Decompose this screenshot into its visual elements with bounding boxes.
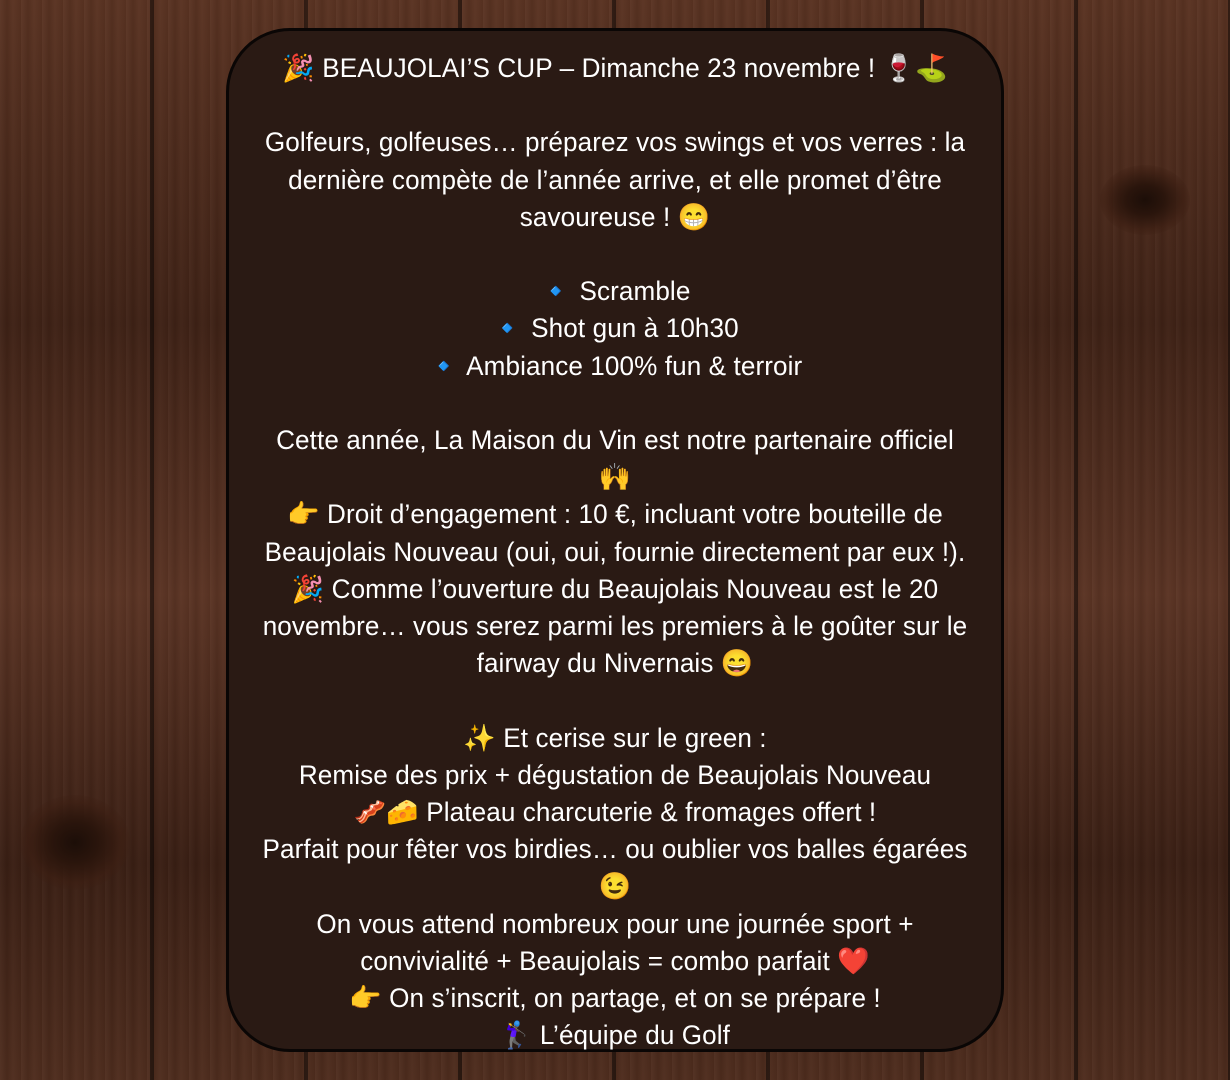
partner-line: fairway du Nivernais 😄 (476, 648, 754, 679)
closing-line: convivialité + Beaujolais = combo parfait ❤️ (360, 945, 870, 976)
bonus-line: 😉 (598, 871, 632, 902)
partner-line: 🙌 (598, 462, 632, 493)
format-item: 🔹 Scramble (539, 276, 691, 307)
bonus-line: ✨ Et cerise sur le green : (463, 722, 767, 753)
bonus-line: 🥓🧀 Plateau charcuterie & fromages offert ! (353, 797, 877, 827)
closing-line: On vous attend nombreux pour une journée sport + (316, 908, 914, 939)
title-line: 🎉 BEAUJOLAI’S CUP – Dimanche 23 novembre ! 🍷⛳ (282, 53, 948, 83)
intro-line: dernière compète de l’année arrive, et elle promet d’être (288, 164, 942, 195)
format-item: 🔹 Shot gun à 10h30 (491, 313, 739, 344)
signature-line: 🏌️‍♀️ L’équipe du Golf (499, 1020, 731, 1051)
closing-line: 👉 On s’inscrit, on partage, et on se prépare ! (349, 983, 881, 1014)
partner-line: Beaujolais Nouveau (oui, oui, fournie directement par eux !). (264, 536, 966, 567)
spacer (229, 87, 1001, 124)
bonus-line: Parfait pour fêter vos birdies… ou oublier vos balles égarées (262, 834, 968, 865)
intro-line: savoureuse ! 😁 (519, 201, 711, 232)
spacer (229, 682, 1001, 719)
bonus-line: Remise des prix + dégustation de Beaujolais Nouveau (298, 759, 932, 790)
intro-line: Golfeurs, golfeuses… préparez vos swings et vos verres : la (264, 127, 966, 158)
wood-knot (20, 795, 130, 890)
spacer (229, 385, 1001, 422)
wood-knot (1100, 165, 1190, 235)
partner-line: 🎉 Comme l’ouverture du Beaujolais Nouveau est le 20 (291, 573, 939, 604)
spacer (229, 236, 1001, 273)
announcement-text (229, 50, 1001, 1054)
partner-line: Cette année, La Maison du Vin est notre partenaire officiel (276, 424, 954, 455)
announcement-card (226, 28, 1004, 1052)
format-item: 🔹 Ambiance 100% fun & terroir (427, 350, 803, 381)
partner-line: 👉 Droit d’engagement : 10 €, incluant votre bouteille de (287, 499, 943, 530)
partner-line: novembre… vous serez parmi les premiers à le goûter sur le (262, 611, 968, 641)
